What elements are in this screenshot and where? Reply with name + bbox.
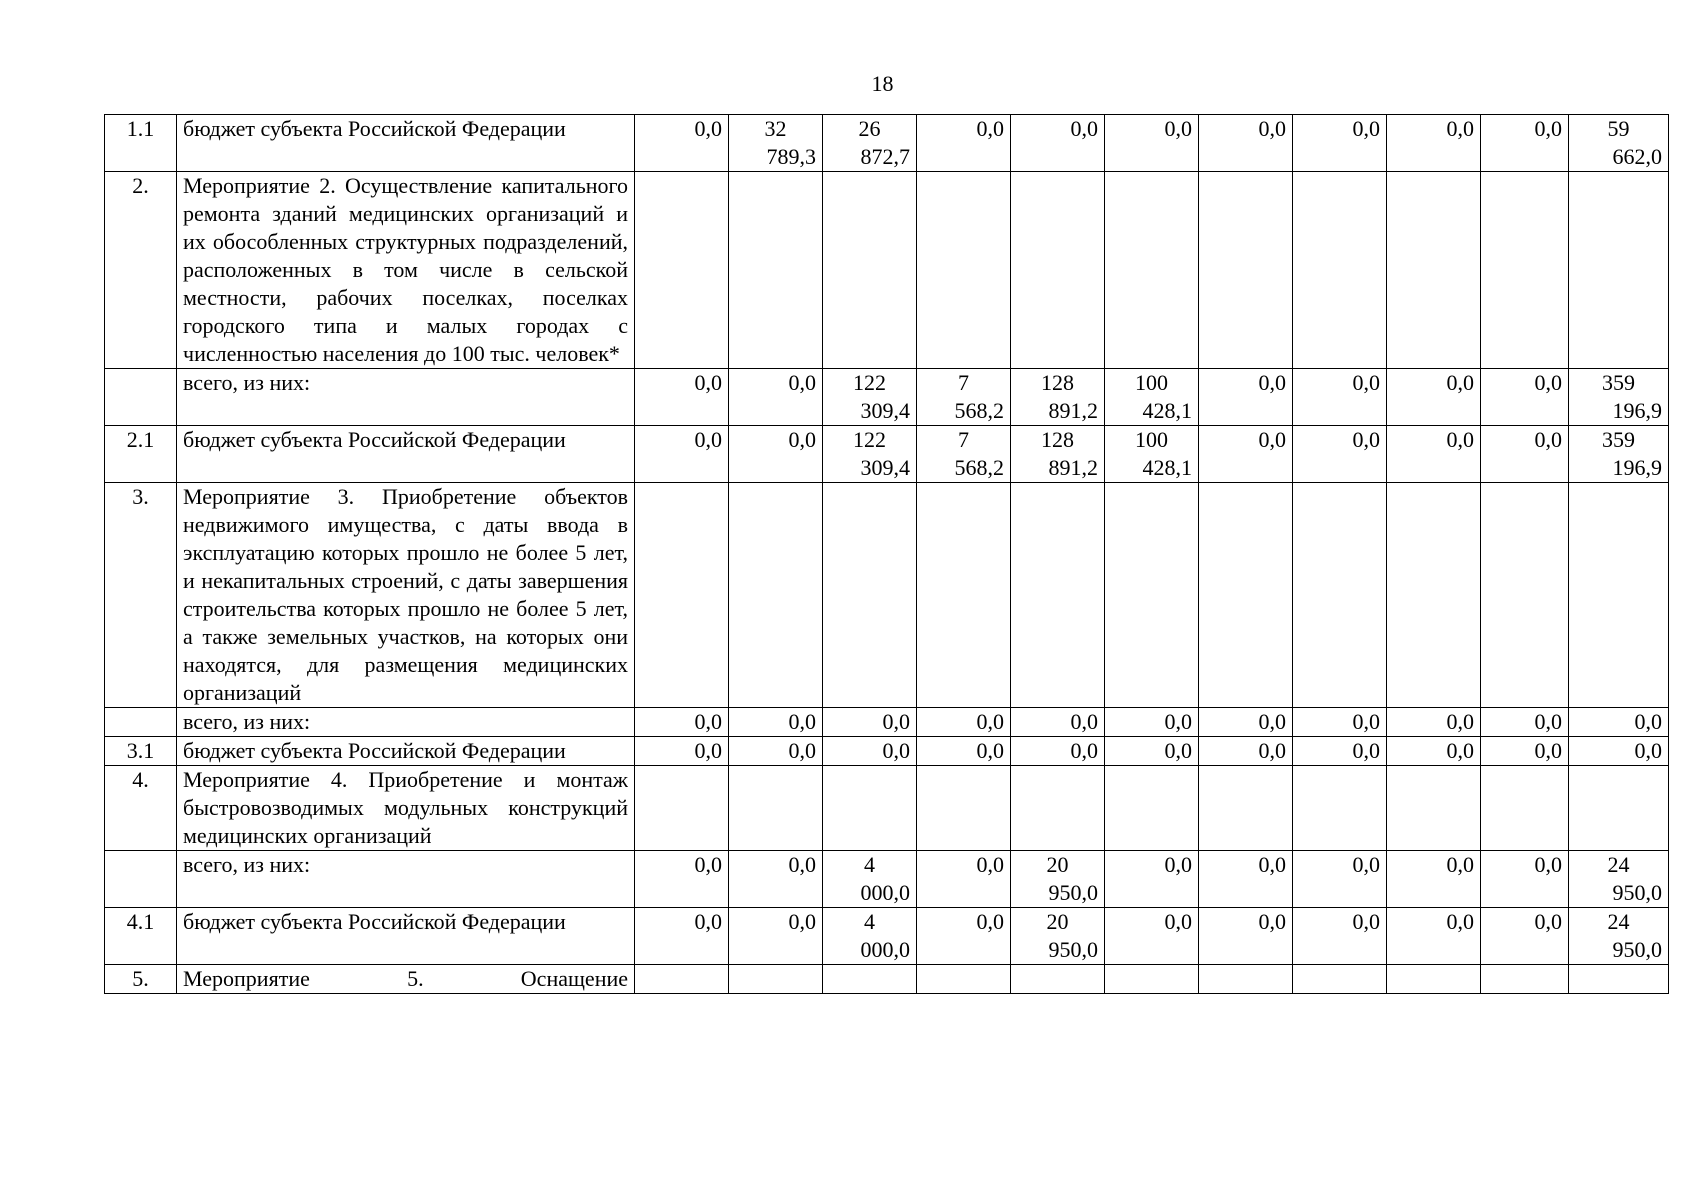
value-line-1: 0,0 [1258,427,1286,452]
value-cell [917,483,1011,708]
value-cell [729,172,823,369]
value-line-1: 0,0 [1164,738,1192,763]
value-cell [1105,851,1199,908]
value-cell [823,172,917,369]
value-line-1: 0,0 [694,852,722,877]
value-cell [635,369,729,426]
value-cell [1293,483,1387,708]
row-number: 4. [105,766,177,851]
value-cell [1387,965,1481,994]
value-line-1: 0,0 [694,370,722,395]
value-cell [1387,369,1481,426]
row-number: 3. [105,483,177,708]
value-cell [1293,708,1387,737]
value-line-2: 950,0 [1612,937,1662,962]
value-cell [1293,965,1387,994]
row-description: Мероприятие 3. Приобретение объектов недвижимого имущества, с даты ввода в эксплуатацию которых прошло не более 5 лет, и некапитальных строений, с даты завершения строительства которых прошло не более 5 лет, а также земельных участков, на которых они находятся, для размещения медицинских организаций [177,483,635,708]
value-cell [1387,172,1481,369]
row-number: 3.1 [105,737,177,766]
value-line-1: 0,0 [1070,709,1098,734]
value-cell [729,737,823,766]
row-description: Мероприятие 5. Оснащение [177,965,635,994]
value-cell [635,908,729,965]
value-cell [1481,426,1569,483]
value-cell [1481,369,1569,426]
value-cell [1481,851,1569,908]
value-line-1: 0,0 [976,738,1004,763]
value-cell [1199,851,1293,908]
value-cell [1105,908,1199,965]
value-cell [1387,766,1481,851]
table-row [105,851,1669,908]
row-number [105,851,177,908]
value-line-1: 0,0 [1164,909,1192,934]
value-cell [1293,369,1387,426]
value-cell [729,908,823,965]
value-cell [1011,851,1105,908]
row-description: бюджет субъекта Российской Федерации [177,426,635,483]
value-line-2: 950,0 [1048,880,1098,905]
value-cell [1387,708,1481,737]
value-line-1: 0,0 [1534,370,1562,395]
value-cell [729,965,823,994]
value-line-1: 0,0 [1352,852,1380,877]
value-cell [635,172,729,369]
value-line-1: 0,0 [1352,370,1380,395]
value-cell [1105,708,1199,737]
value-line-1: 0,0 [1446,852,1474,877]
value-cell [1481,115,1569,172]
value-line-2: 568,2 [954,398,1004,423]
value-line-2: 950,0 [1048,937,1098,962]
value-line-1: 100 [1135,370,1168,395]
value-line-1: 0,0 [1534,852,1562,877]
value-cell [1105,737,1199,766]
value-cell [635,708,729,737]
value-line-1: 7 [958,427,969,452]
value-cell [729,483,823,708]
budget-table [104,114,1669,994]
value-line-2: 196,9 [1612,455,1662,480]
value-line-1: 0,0 [1258,909,1286,934]
value-line-1: 0,0 [1352,116,1380,141]
value-cell [823,851,917,908]
value-line-2: 568,2 [954,455,1004,480]
value-line-1: 0,0 [1634,738,1662,763]
row-description: Мероприятие 2. Осуществление капитального ремонта зданий медицинских организаций и их обособленных структурных подразделений, расположенных в том числе в сельской местности, рабочих поселках, поселках городского типа и малых городах с численностью населения до 100 тыс. человек* [177,172,635,369]
value-line-1: 0,0 [1534,427,1562,452]
value-line-1: 0,0 [1534,116,1562,141]
value-line-1: 26 [858,116,881,141]
value-line-1: 0,0 [1164,852,1192,877]
value-line-1: 0,0 [694,738,722,763]
value-cell [1293,851,1387,908]
value-line-1: 0,0 [1534,709,1562,734]
value-cell [1011,908,1105,965]
value-cell [917,708,1011,737]
value-cell [1199,766,1293,851]
value-line-2: 891,2 [1048,455,1098,480]
table-row [105,766,1669,851]
table-row [105,965,1669,994]
row-number: 5. [105,965,177,994]
value-line-1: 122 [853,427,886,452]
value-cell [1199,172,1293,369]
value-cell [823,708,917,737]
table-row [105,369,1669,426]
value-cell [1481,708,1569,737]
value-line-1: 0,0 [882,709,910,734]
value-line-1: 0,0 [1446,427,1474,452]
value-cell [1569,115,1669,172]
value-cell [1199,708,1293,737]
value-cell [729,851,823,908]
value-line-1: 0,0 [1446,738,1474,763]
value-cell [917,426,1011,483]
value-line-1: 20 [1046,852,1069,877]
value-cell [1569,708,1669,737]
value-cell [1105,172,1199,369]
value-cell [1481,483,1569,708]
value-line-1: 24 [1607,909,1630,934]
row-description: бюджет субъекта Российской Федерации [177,908,635,965]
value-cell [635,851,729,908]
value-line-1: 0,0 [1446,370,1474,395]
value-line-1: 0,0 [788,852,816,877]
value-line-1: 0,0 [694,709,722,734]
value-cell [1105,369,1199,426]
value-line-1: 20 [1046,909,1069,934]
value-cell [729,426,823,483]
value-cell [1569,483,1669,708]
value-cell [1293,115,1387,172]
value-line-1: 4 [864,852,875,877]
value-line-1: 0,0 [1258,852,1286,877]
value-line-1: 0,0 [1258,709,1286,734]
value-line-2: 000,0 [860,880,910,905]
value-cell [1105,965,1199,994]
value-cell [1105,115,1199,172]
value-cell [1011,172,1105,369]
value-cell [1481,965,1569,994]
value-line-1: 0,0 [1258,370,1286,395]
value-line-1: 0,0 [1164,116,1192,141]
value-line-1: 4 [864,909,875,934]
value-cell [635,115,729,172]
row-description: всего, из них: [177,708,635,737]
value-line-2: 000,0 [860,937,910,962]
value-line-1: 0,0 [1258,738,1286,763]
table-row [105,172,1669,369]
value-cell [1011,708,1105,737]
value-cell [1011,965,1105,994]
value-cell [1569,172,1669,369]
row-description: всего, из них: [177,851,635,908]
value-cell [1387,115,1481,172]
value-line-1: 0,0 [1534,738,1562,763]
value-cell [823,426,917,483]
value-cell [729,766,823,851]
value-line-1: 359 [1602,370,1635,395]
value-line-1: 0,0 [1446,709,1474,734]
row-description: бюджет субъекта Российской Федерации [177,115,635,172]
value-cell [1293,908,1387,965]
table-row [105,115,1669,172]
value-cell [1293,426,1387,483]
value-line-1: 0,0 [1352,709,1380,734]
value-line-1: 0,0 [976,909,1004,934]
table-row [105,737,1669,766]
value-cell [917,965,1011,994]
value-line-1: 0,0 [788,427,816,452]
value-cell [1569,737,1669,766]
table-body [105,115,1669,994]
value-line-1: 7 [958,370,969,395]
value-line-1: 0,0 [1164,709,1192,734]
value-cell [1011,115,1105,172]
value-cell [917,737,1011,766]
value-cell [1011,766,1105,851]
row-description: бюджет субъекта Российской Федерации [177,737,635,766]
value-cell [1199,115,1293,172]
value-line-2: 950,0 [1612,880,1662,905]
row-description: всего, из них: [177,369,635,426]
value-cell [917,115,1011,172]
value-cell [1387,851,1481,908]
value-line-1: 0,0 [788,370,816,395]
value-cell [1569,426,1669,483]
value-cell [917,766,1011,851]
value-line-1: 0,0 [1070,738,1098,763]
value-cell [1569,908,1669,965]
value-line-1: 0,0 [976,852,1004,877]
value-cell [1199,426,1293,483]
value-cell [823,483,917,708]
value-line-1: 128 [1041,427,1074,452]
table-row [105,483,1669,708]
value-cell [1569,965,1669,994]
value-cell [1105,483,1199,708]
value-cell [917,369,1011,426]
value-cell [635,737,729,766]
value-line-2: 309,4 [860,398,910,423]
row-number: 1.1 [105,115,177,172]
value-line-1: 0,0 [1352,909,1380,934]
value-line-1: 0,0 [1258,116,1286,141]
value-cell [917,908,1011,965]
value-cell [1293,172,1387,369]
value-line-1: 0,0 [788,909,816,934]
value-cell [1199,737,1293,766]
value-cell [729,369,823,426]
value-cell [1011,426,1105,483]
value-line-1: 0,0 [976,116,1004,141]
table-row [105,908,1669,965]
value-cell [729,708,823,737]
value-line-1: 0,0 [882,738,910,763]
value-line-1: 0,0 [694,116,722,141]
value-line-1: 59 [1607,116,1630,141]
value-cell [1481,737,1569,766]
value-line-2: 891,2 [1048,398,1098,423]
page-number: 18 [871,71,894,96]
value-cell [823,766,917,851]
value-cell [1011,737,1105,766]
row-number: 2. [105,172,177,369]
value-line-1: 0,0 [1446,909,1474,934]
value-line-1: 0,0 [976,709,1004,734]
value-cell [1387,908,1481,965]
value-line-1: 24 [1607,852,1630,877]
value-line-1: 0,0 [1634,709,1662,734]
value-cell [1011,369,1105,426]
row-description: Мероприятие 4. Приобретение и монтаж быстровозводимых модульных конструкций медицинских организаций [177,766,635,851]
row-number [105,708,177,737]
value-cell [823,369,917,426]
value-cell [1387,737,1481,766]
value-line-1: 0,0 [694,909,722,934]
value-line-1: 32 [764,116,787,141]
value-line-2: 428,1 [1142,398,1192,423]
value-cell [1387,426,1481,483]
value-line-1: 0,0 [1070,116,1098,141]
value-cell [1481,908,1569,965]
value-cell [1011,483,1105,708]
value-cell [823,115,917,172]
value-line-1: 0,0 [1446,116,1474,141]
value-cell [1105,766,1199,851]
value-cell [1481,766,1569,851]
value-cell [823,908,917,965]
value-cell [1387,483,1481,708]
value-line-1: 0,0 [1352,427,1380,452]
value-cell [635,426,729,483]
value-cell [1105,426,1199,483]
value-line-2: 872,7 [860,144,910,169]
table-row [105,426,1669,483]
value-cell [1199,369,1293,426]
value-line-1: 0,0 [694,427,722,452]
value-cell [1199,908,1293,965]
row-number [105,369,177,426]
value-cell [823,737,917,766]
value-cell [1199,483,1293,708]
value-cell [1293,737,1387,766]
table-row [105,708,1669,737]
value-cell [1569,851,1669,908]
value-line-1: 359 [1602,427,1635,452]
value-cell [1481,172,1569,369]
value-cell [1569,369,1669,426]
value-line-1: 0,0 [1534,909,1562,934]
value-line-2: 196,9 [1612,398,1662,423]
value-cell [1199,965,1293,994]
row-number: 4.1 [105,908,177,965]
value-cell [635,483,729,708]
value-line-2: 309,4 [860,455,910,480]
value-line-1: 122 [853,370,886,395]
value-cell [635,766,729,851]
value-cell [1293,766,1387,851]
row-number: 2.1 [105,426,177,483]
value-cell [917,851,1011,908]
value-cell [729,115,823,172]
value-cell [823,965,917,994]
value-line-1: 0,0 [1352,738,1380,763]
value-cell [917,172,1011,369]
value-line-1: 0,0 [788,709,816,734]
value-cell [635,965,729,994]
value-line-1: 128 [1041,370,1074,395]
value-line-2: 662,0 [1612,144,1662,169]
value-line-1: 100 [1135,427,1168,452]
value-line-2: 789,3 [766,144,816,169]
value-cell [1569,766,1669,851]
value-line-2: 428,1 [1142,455,1192,480]
value-line-1: 0,0 [788,738,816,763]
